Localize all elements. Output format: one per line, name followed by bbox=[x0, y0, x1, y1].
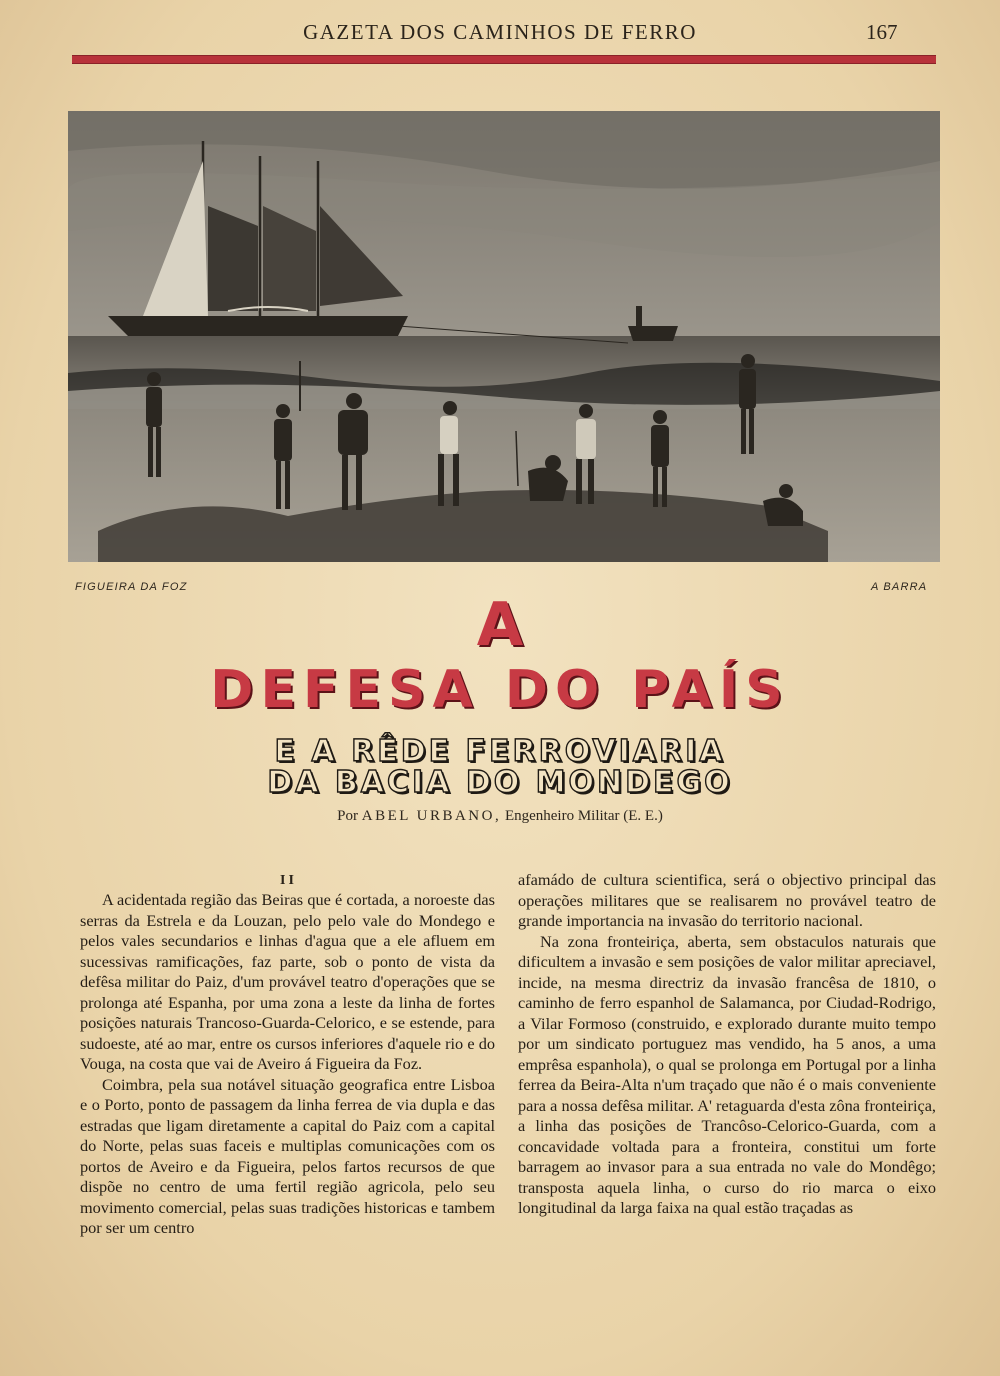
photo-figueira-da-foz-barra bbox=[68, 111, 940, 562]
byline-role: Engenheiro Militar (E. E.) bbox=[504, 808, 663, 824]
paragraph: afamádo de cultura scientifica, será o objectivo principal das operações militares que se realisarem no provável teatro de grande importancia na invasão do territorio nacional. bbox=[518, 870, 936, 930]
paragraph: A acidentada região das Beiras que é cortada, a noroeste das serras da Estrela e da Louzan, pelo pelo vale do Mondego e pelos vales secundarios e linhas d'agua que a ele afluem em sucessivas ramificações, faz parte, sob o ponto de vista da defêsa militar do Paiz, d'um provável teatro d'operações que se prolonga até Espanha, por uma zona a leste da linha de fortes posições naturais Trancoso-Guarda-Celorico, e se estende, para sudoeste, até ao mar, entre os cursos inferiores d'aquele rio e do Vouga, na costa que vai de Aveiro á Figueira da Foz. bbox=[80, 890, 495, 1073]
page-number: 167 bbox=[866, 20, 898, 44]
article-title-line2: DEFESA DO PAÍS bbox=[210, 660, 790, 720]
byline-author: ABEL URBANO, bbox=[361, 808, 502, 824]
paragraph: Na zona fronteiriça, aberta, sem obstaculos naturais que dificultem a invasão e sem posições de valor militar apreciavel, incide, na mesma directriz da invasão francêsa de 1810, o caminho de ferro espanhol de Salamanca, por Ciudad-Rodrigo, a Vilar Formoso (construido, e explorado durante muito tempo por um sindicato portuguez mas vendido, ha 5 anos, a uma emprêsa espanhola), o qual se prolonga em Portugal por a linha ferrea da Beira-Alta n'um traçado que não é o mais conveniente para a nossa defêsa militar. A' retaguarda d'esta zôna fronteiriça, a linha das posições de Trancôso-Celorico-Guarda, com a concavidade voltada para a fronteira, constitui um forte barragem ao invasor para a sua entrada no vale do Mondêgo; transposta aquela linha, o curso do rio marca o eixo longitudinal da larga faixa na qual estão traçadas as bbox=[518, 931, 936, 1217]
photo-caption-left: FIGUEIRA DA FOZ bbox=[75, 581, 188, 593]
photo-caption-right: A BARRA bbox=[871, 581, 928, 593]
section-number: II bbox=[280, 873, 297, 888]
article-column-left bbox=[80, 890, 495, 1239]
running-header-title: GAZETA DOS CAMINHOS DE FERRO bbox=[303, 20, 697, 44]
photo-illustration bbox=[68, 111, 940, 562]
article-subtitle-line1: E A RÊDE FERROVIARIA bbox=[274, 734, 726, 769]
article-column-right bbox=[518, 870, 936, 1219]
article-title-line1: A bbox=[476, 590, 524, 660]
header-rule bbox=[72, 55, 936, 64]
byline bbox=[0, 808, 1000, 825]
paragraph: Coimbra, pela sua notável situação geografica entre Lisboa e o Porto, ponto de passagem da linha ferrea de via dupla e das estradas que ligam diretamente a capital do Paiz com a capital do Norte, pelas suas faceis e multiplas comunicações com os portos de Aveiro e da Figueira, pelos fartos recursos de que dispõe no centro de uma fertil região agricola, pelo seu movimento comercial, pelas suas tradições historicas e tambem por ser um centro bbox=[80, 1074, 495, 1237]
article-subtitle-line2: DA BACIA DO MONDEGO bbox=[267, 765, 733, 800]
byline-prefix: Por bbox=[337, 808, 358, 824]
